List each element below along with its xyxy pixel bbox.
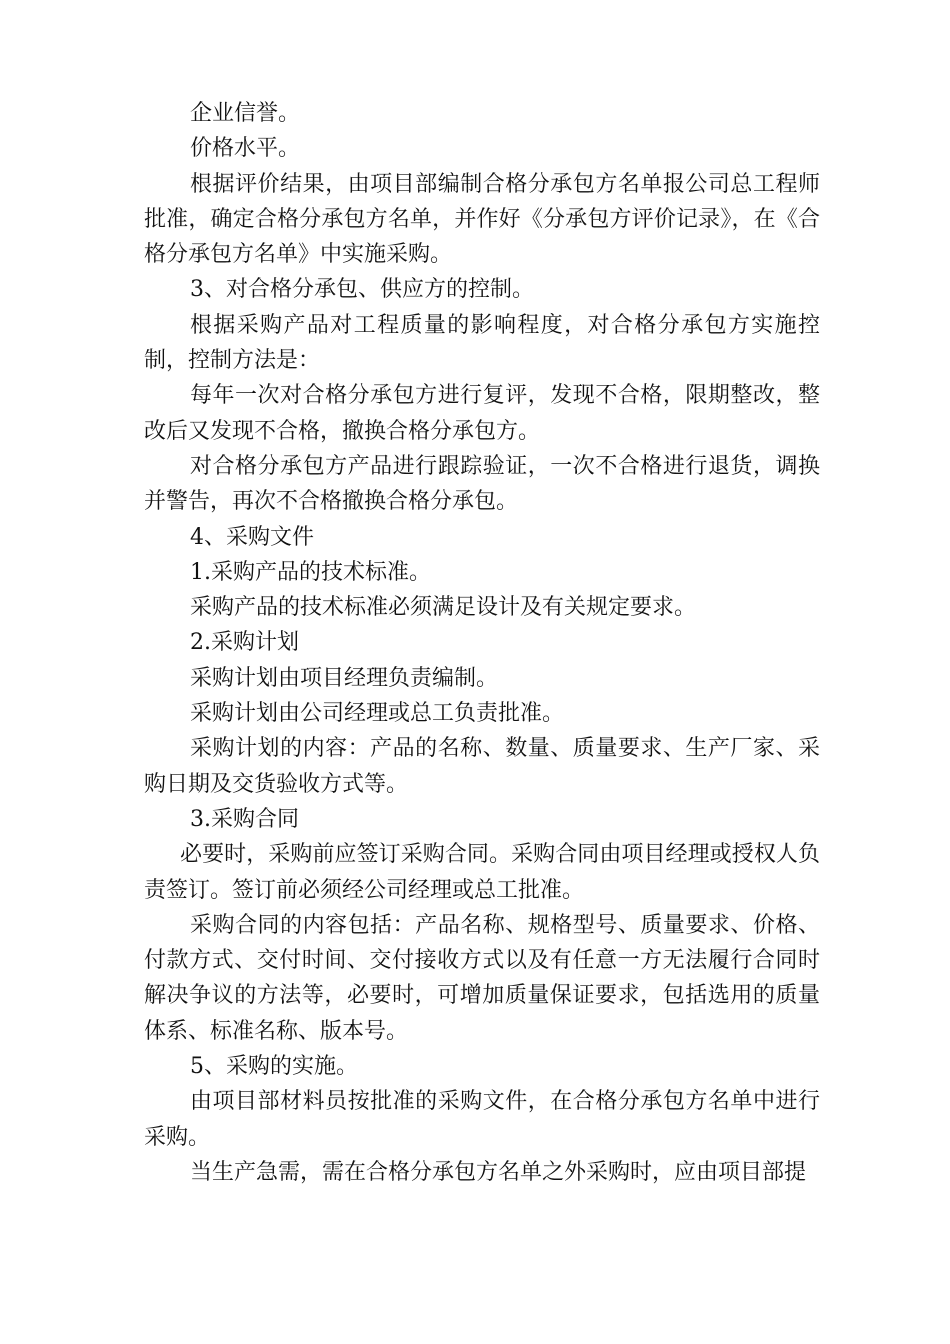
paragraph-annual-review: 每年一次对合格分承包方进行复评，发现不合格，限期整改，整改后又发现不合格，撤换合格分承包方。 [144, 383, 820, 444]
section-heading-4: 4、采购文件 [190, 524, 314, 550]
section-heading-3: 3、对合格分承包、供应方的控制。 [190, 277, 534, 303]
paragraph-plan-approved: 采购计划由公司经理或总工负责批准。 [190, 701, 565, 727]
paragraph-enterprise-reputation: 企业信誉。 [190, 101, 301, 126]
paragraph-contract-signing: 必要时，采购前应签订采购合同。采购合同由项目经理或授权人负责签订。签订前必须经公司经理或总工批准。 [144, 842, 820, 903]
paragraph-tracking-verification: 对合格分承包方产品进行跟踪验证，一次不合格进行退货，调换并警告，再次不合格撤换合格分承包。 [144, 453, 820, 515]
paragraph-plan-contents: 采购计划的内容：产品的名称、数量、质量要求、生产厂家、采购日期及交货验收方式等。 [144, 736, 820, 797]
paragraph-urgent-purchase: 当生产急需，需在合格分承包方名单之外采购时，应由项目部提 [190, 1159, 807, 1185]
paragraph-evaluation-result: 根据评价结果，由项目部编制合格分承包方名单报公司总工程师批准，确定合格分承包方名单，并作好《分承包方评价记录》，在《合格分承包方名单》中实施采购。 [144, 171, 820, 268]
section-heading-5: 5、采购的实施。 [190, 1054, 358, 1080]
subheading-purchase-plan: 2.采购计划 [190, 630, 299, 656]
paragraph-control-basis: 根据采购产品对工程质量的影响程度，对合格分承包方实施控制，控制方法是： [144, 312, 820, 374]
paragraph-plan-compiled: 采购计划由项目经理负责编制。 [190, 665, 499, 691]
paragraph-contract-contents: 采购合同的内容包括：产品名称、规格型号、质量要求、价格、付款方式、交付时间、交付接收方式以及有任意一方无法履行合同时解决争议的方法等，必要时，可增加质量保证要求，包括选用的质量体系、标准名称、版本号。 [144, 912, 820, 1044]
subheading-purchase-contract: 3.采购合同 [190, 806, 299, 832]
document-body [144, 96, 820, 1190]
subheading-technical-standard: 1.采购产品的技术标准。 [190, 559, 431, 585]
paragraph-technical-standard: 采购产品的技术标准必须满足设计及有关规定要求。 [190, 595, 697, 621]
paragraph-price-level: 价格水平。 [190, 136, 301, 162]
paragraph-purchase-execution: 由项目部材料员按批准的采购文件，在合格分承包方名单中进行采购。 [144, 1089, 820, 1150]
